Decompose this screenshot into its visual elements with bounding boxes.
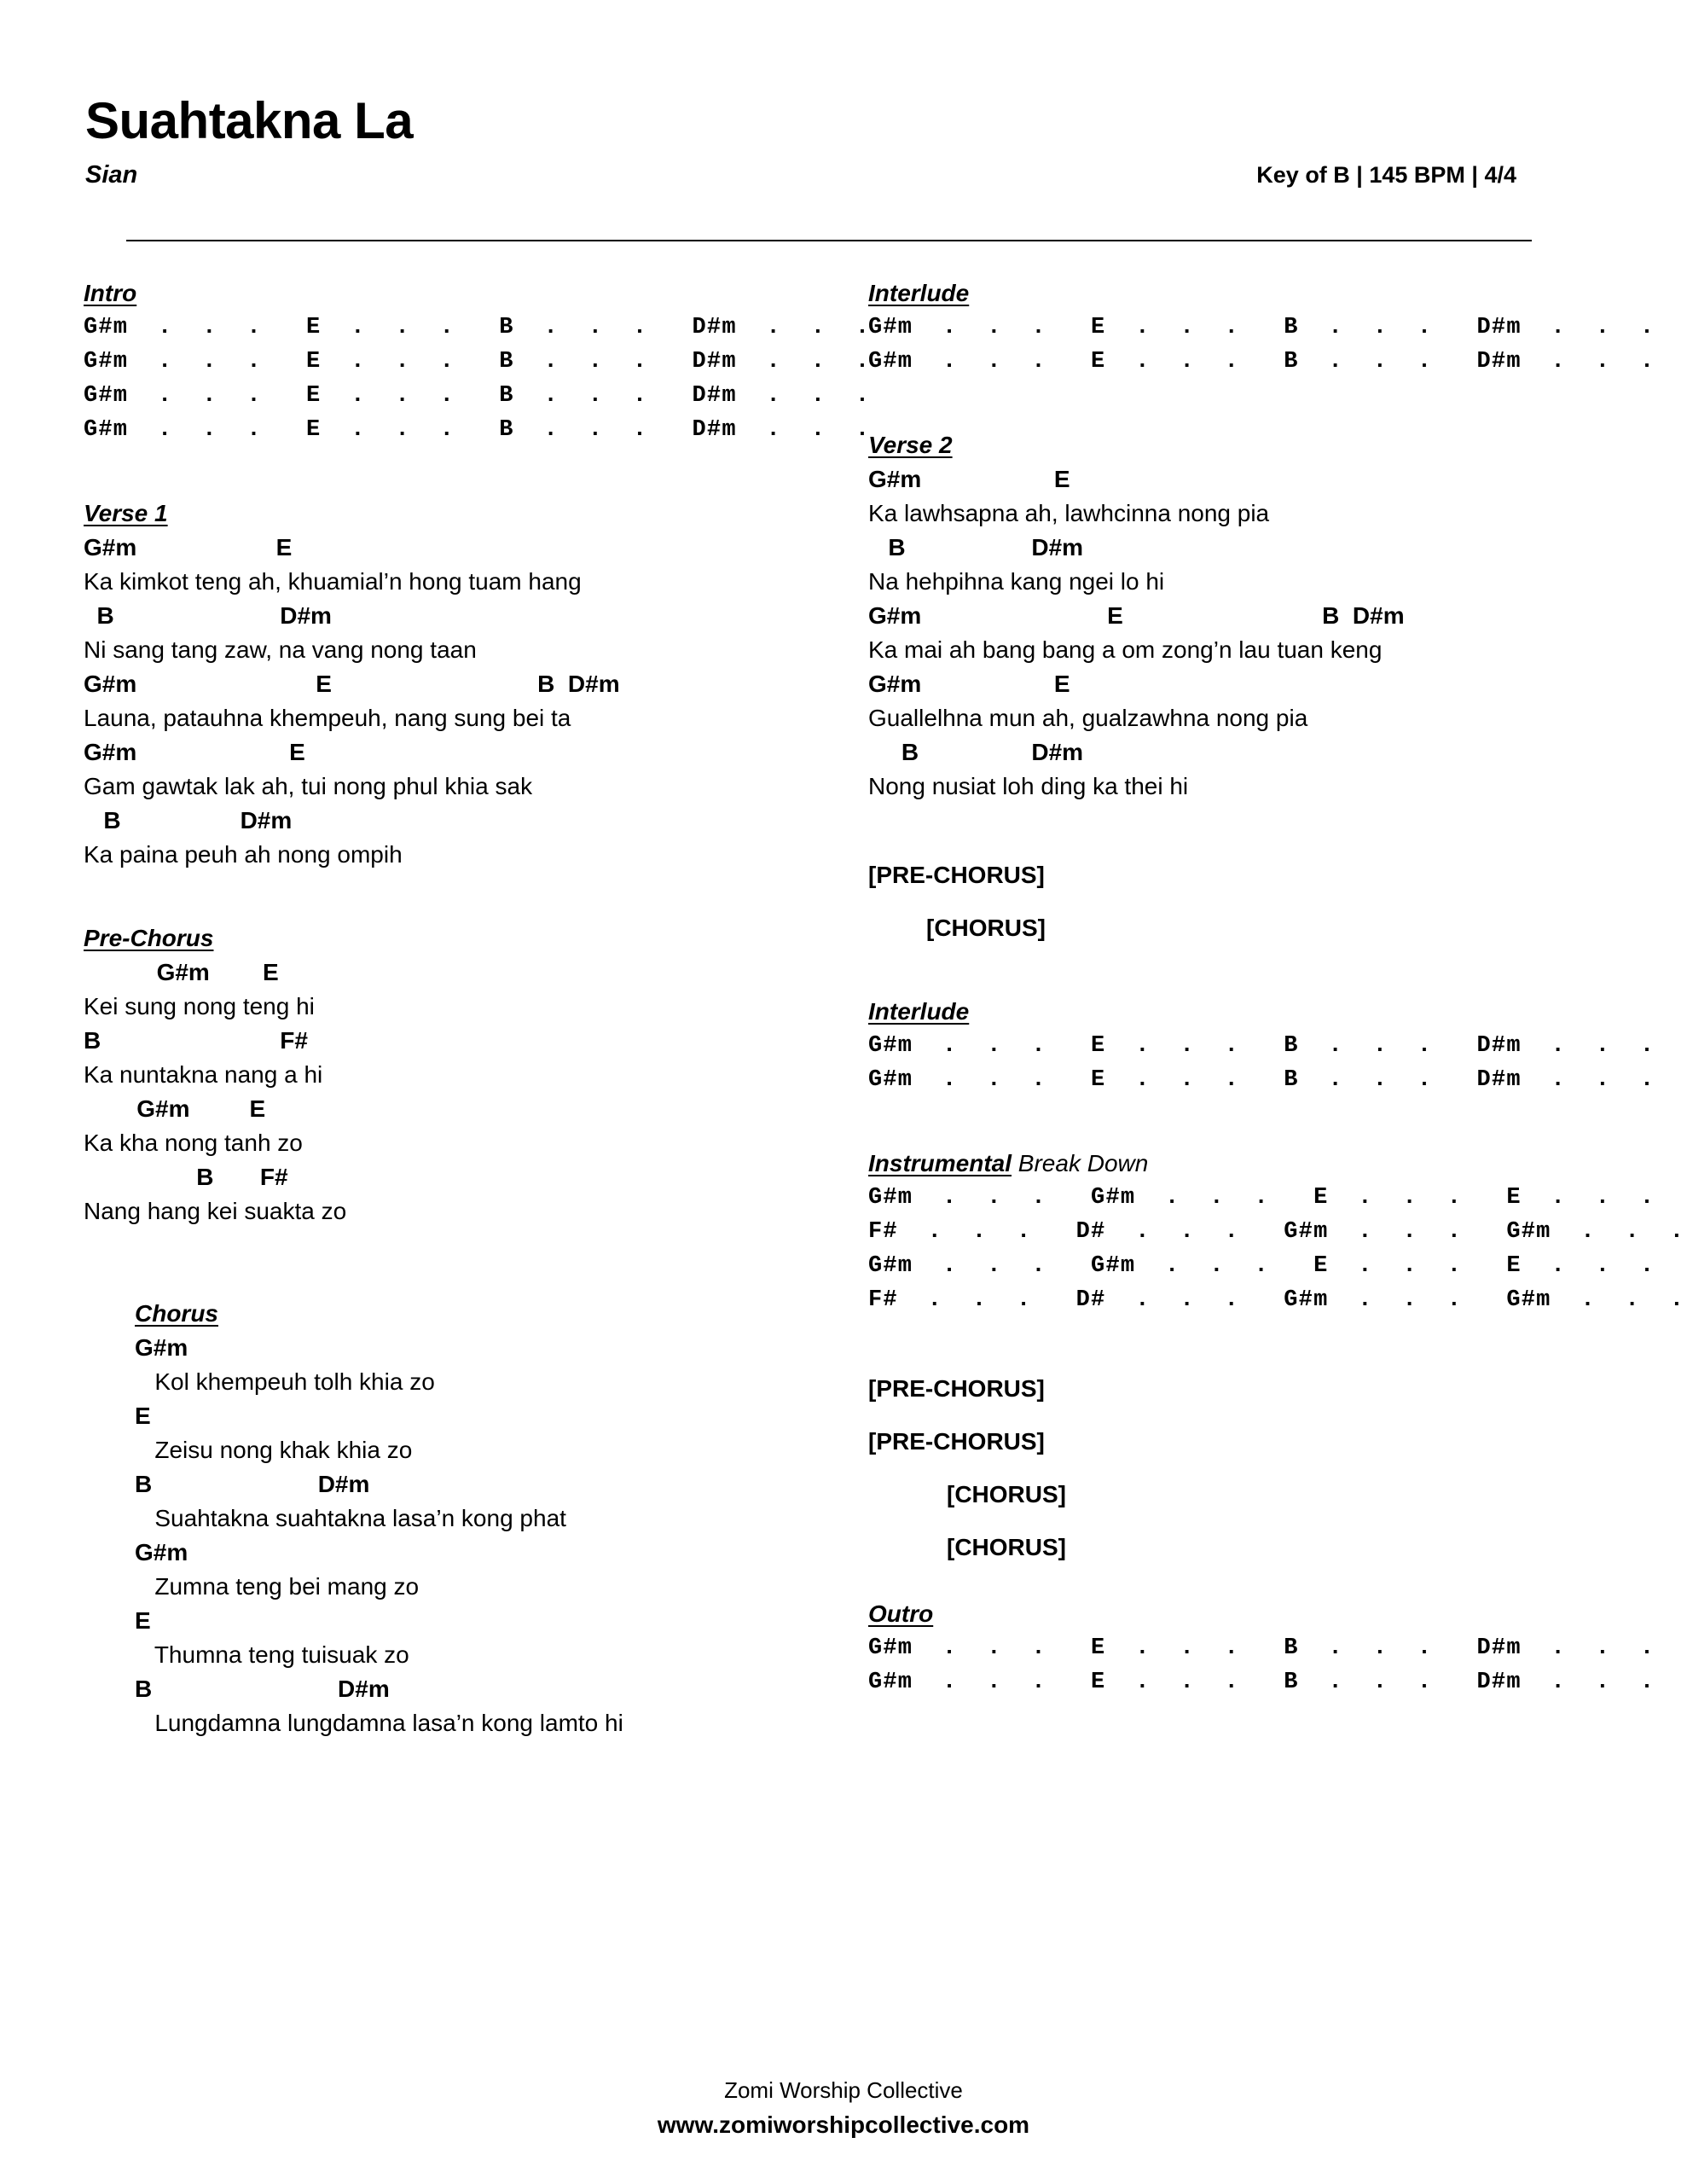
chord-line: E: [135, 1403, 151, 1429]
section-chorus: [84, 1302, 834, 1740]
chord-line: B D#m: [84, 807, 293, 834]
section-heading-outro: Outro: [868, 1600, 934, 1627]
lyric-line: Zumna teng bei mang zo: [135, 1573, 420, 1600]
chord-grid-line: G#m . . . E . . . B . . . D#m . . .: [868, 1670, 1655, 1695]
header-meta-row: [85, 161, 1516, 189]
chord-line: G#m E B D#m: [868, 602, 1405, 629]
chord-grid-line: G#m . . . G#m . . . E . . . E . . .: [868, 1253, 1655, 1279]
section-outro: [868, 1600, 1655, 1699]
section-heading-instrumental: Instrumental Break Down: [868, 1150, 1149, 1176]
chord-line: G#m: [135, 1539, 188, 1565]
chord-line: G#m E: [84, 739, 305, 765]
chord-grid-line: G#m . . . G#m . . . E . . . E . . .: [868, 1185, 1655, 1211]
section-markers-after-verse-2: [868, 858, 1636, 945]
lyric-line: Nong nusiat loh ding ka thei hi: [868, 773, 1189, 799]
chord-grid-line: G#m . . . E . . . B . . . D#m . . .: [84, 383, 871, 409]
chord-grid-line: G#m . . . E . . . B . . . D#m . . .: [868, 1067, 1655, 1093]
lyric-line: Ni sang tang zaw, na vang nong taan: [84, 636, 477, 663]
lyric-line: Ka kha nong tanh zo: [84, 1130, 303, 1156]
lyric-line: Kei sung nong teng hi: [84, 993, 315, 1019]
section-verse-2: [868, 433, 1636, 804]
section-marker-chorus: [CHORUS]: [926, 915, 1046, 941]
spacer: [868, 1406, 1636, 1425]
spacer: [84, 447, 834, 502]
chord-line: G#m: [135, 1334, 188, 1361]
section-heading-verse-2: Verse 2: [868, 432, 953, 458]
key-tempo-meter: Key of B | 145 BPM | 4/4: [1256, 162, 1516, 188]
section-interlude-1: [868, 280, 1655, 379]
chord-line: B D#m: [84, 602, 332, 629]
spacer: [868, 379, 1636, 433]
chord-grid-line: G#m . . . E . . . B . . . D#m . . .: [868, 1033, 1655, 1059]
spacer: [868, 1317, 1636, 1372]
chord-grid-line: F# . . . D# . . . G#m . . . G#m . . .: [868, 1219, 1685, 1245]
section-marker-chorus: [CHORUS]: [947, 1534, 1066, 1560]
spacer: [84, 872, 834, 926]
page-title: Suahtakna La: [85, 92, 414, 149]
right-column: [868, 280, 1685, 1699]
section-heading-interlude-2: Interlude: [868, 998, 970, 1025]
left-column: [84, 280, 871, 1740]
spacer: [868, 1565, 1636, 1602]
chord-line: G#m E: [868, 671, 1070, 697]
section-marker-pre-chorus: [PRE-CHORUS]: [868, 1375, 1045, 1402]
chord-line: G#m E: [84, 1095, 266, 1122]
lyric-line: Ka paina peuh ah nong ompih: [84, 841, 403, 868]
spacer: [84, 1228, 834, 1302]
chord-line: B D#m: [868, 739, 1084, 765]
chord-line: E: [135, 1607, 151, 1634]
lyric-line: Ka lawhsapna ah, lawhcinna nong pia: [868, 500, 1270, 526]
lyric-line: Thumna teng tuisuak zo: [135, 1641, 409, 1668]
lyric-line: Ka nuntakna nang a hi: [84, 1061, 323, 1088]
spacer: [868, 1459, 1636, 1478]
lyric-line: Lungdamna lungdamna lasa’n kong lamto hi: [135, 1710, 623, 1736]
section-heading-intro: Intro: [84, 280, 137, 306]
section-instrumental: [868, 1150, 1685, 1317]
footer-organization: Zomi Worship Collective: [724, 2077, 963, 2103]
document-footer: [0, 2073, 1687, 2143]
chord-line: G#m E B D#m: [84, 671, 620, 697]
chord-grid-line: F# . . . D# . . . G#m . . . G#m . . .: [868, 1287, 1685, 1313]
lyric-line: Ka mai ah bang bang a om zong’n lau tuan keng: [868, 636, 1383, 663]
lyric-line: Zeisu nong khak khia zo: [135, 1437, 413, 1463]
chord-line: B F#: [84, 1164, 288, 1190]
chord-line: B F#: [84, 1027, 308, 1054]
section-pre-chorus: [84, 926, 834, 1228]
chord-grid-line: G#m . . . E . . . B . . . D#m . . .: [84, 417, 871, 443]
chord-line: G#m E: [84, 534, 293, 561]
spacer: [868, 1097, 1636, 1152]
spacer: [868, 892, 1636, 911]
footer-website-url: www.zomiworshipcollective.com: [657, 2111, 1030, 2138]
document-header: [85, 94, 1516, 189]
lyric-line: Kol khempeuh tolh khia zo: [135, 1368, 435, 1395]
section-marker-chorus: [CHORUS]: [947, 1481, 1066, 1507]
chord-grid-line: G#m . . . E . . . B . . . D#m . . .: [84, 315, 871, 340]
section-heading-verse-1: Verse 1: [84, 500, 168, 526]
artist-name: Sian: [85, 161, 138, 189]
spacer: [868, 945, 1636, 1000]
section-heading-pre-chorus: Pre-Chorus: [84, 925, 214, 951]
section-heading-interlude-1: Interlude: [868, 280, 970, 306]
section-heading-chorus: Chorus: [135, 1300, 218, 1327]
spacer: [868, 804, 1636, 858]
lyric-line: Guallelhna mun ah, gualzawhna nong pia: [868, 705, 1308, 731]
lyric-line: Launa, patauhna khempeuh, nang sung bei ta: [84, 705, 571, 731]
lyric-line: Na hehpihna kang ngei lo hi: [868, 568, 1165, 595]
lyric-line: Ka kimkot teng ah, khuamial’n hong tuam hang: [84, 568, 582, 595]
section-marker-pre-chorus: [PRE-CHORUS]: [868, 1428, 1045, 1455]
chord-line: G#m E: [84, 959, 279, 985]
chord-line: B D#m: [135, 1676, 390, 1702]
chord-grid-line: G#m . . . E . . . B . . . D#m . . .: [868, 349, 1655, 375]
chord-line: B D#m: [868, 534, 1084, 561]
section-marker-pre-chorus: [PRE-CHORUS]: [868, 862, 1045, 888]
chord-grid-line: G#m . . . E . . . B . . . D#m . . .: [868, 315, 1655, 340]
header-divider: [126, 240, 1532, 241]
section-intro: [84, 280, 871, 447]
spacer: [868, 1512, 1636, 1531]
section-markers-after-instrumental: [868, 1372, 1636, 1565]
chord-grid-line: G#m . . . E . . . B . . . D#m . . .: [84, 349, 871, 375]
section-interlude-2: [868, 998, 1655, 1097]
lyric-line: Nang hang kei suakta zo: [84, 1198, 347, 1224]
lyric-line: Suahtakna suahtakna lasa’n kong phat: [135, 1505, 566, 1531]
lyric-line: Gam gawtak lak ah, tui nong phul khia sak: [84, 773, 533, 799]
chord-line: B D#m: [135, 1471, 370, 1497]
section-verse-1: [84, 502, 834, 872]
chord-line: G#m E: [868, 466, 1070, 492]
chord-grid-line: G#m . . . E . . . B . . . D#m . . .: [868, 1635, 1655, 1661]
